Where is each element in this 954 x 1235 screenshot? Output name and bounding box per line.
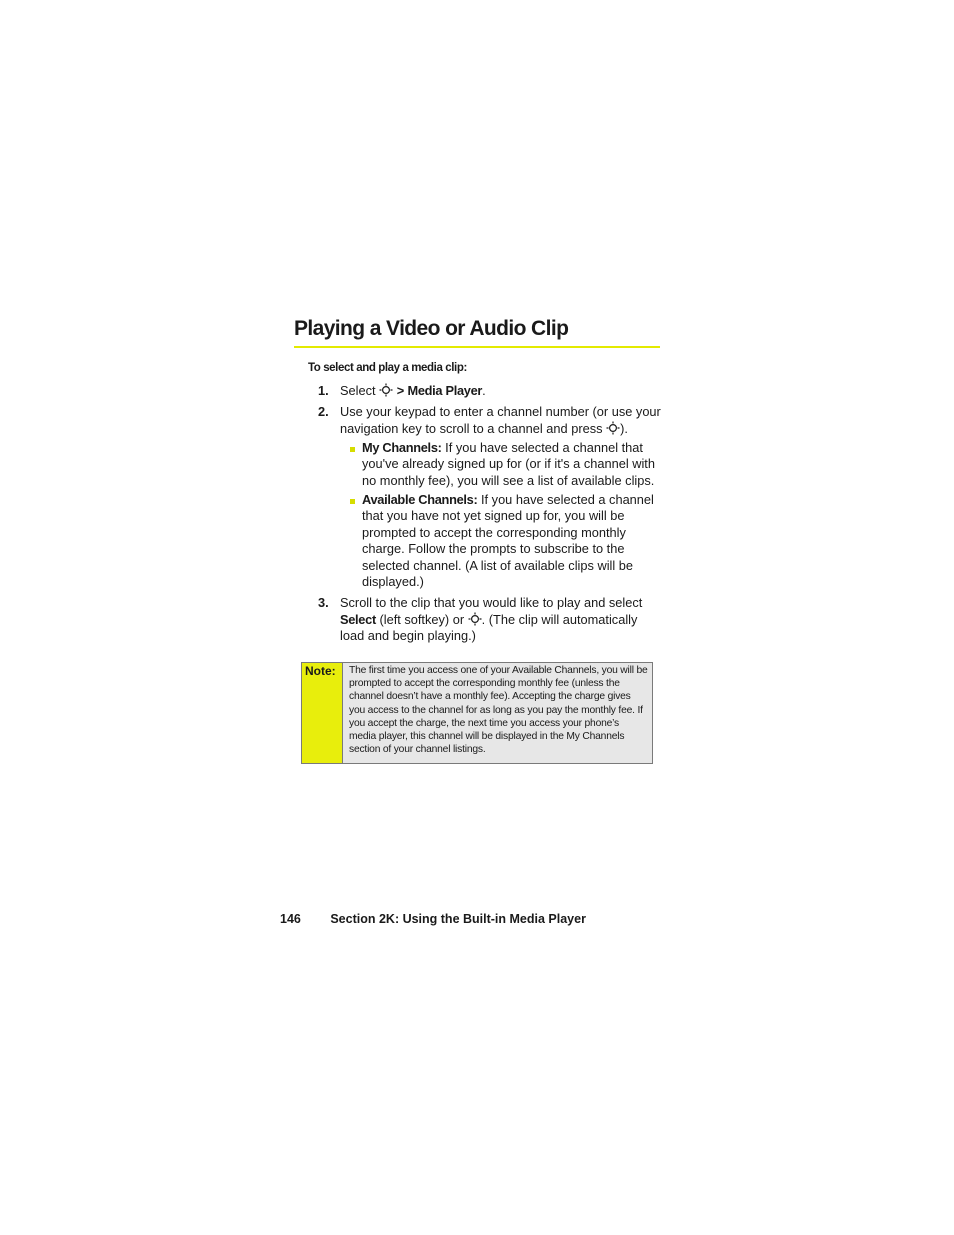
menu-separator: > <box>396 383 404 398</box>
nav-key-icon <box>468 612 482 626</box>
bullet-label: Available Channels: <box>362 492 478 507</box>
menu-item-media-player: Media Player <box>407 383 483 398</box>
step-number: 3. <box>318 595 329 610</box>
step-text: Select <box>340 383 376 398</box>
bullet-text: If you have selected a channel that you have not yet signed up for, you will be prompted to accept the corresponding monthly charge. Follow the prompts to subscribe to the selected channel. (A list of available clips will be displayed.) <box>362 492 654 590</box>
step-number: 2. <box>318 404 329 419</box>
bullet-my-channels <box>348 440 660 489</box>
nav-key-icon <box>379 383 393 397</box>
nav-key-icon <box>606 421 620 435</box>
step-1 <box>318 383 663 400</box>
step-3 <box>318 595 663 645</box>
note-box <box>301 662 653 764</box>
step-text-end: ). <box>620 420 628 436</box>
step-period: . <box>482 383 486 398</box>
note-text: The first time you access one of your Available Channels, you will be prompted to accept the corresponding monthly fee (unless the channel doesn’t have a monthly fee). Accepting the charge gives you access to the channel for as long as you pay the monthly fee. If you accept the charge, the next time you access your phone’s media player, this channel will be displayed in the My Channels section of your channel listings. <box>349 665 648 756</box>
bullet-square-icon <box>350 499 355 504</box>
title-underline <box>294 346 660 348</box>
bullet-text: If you have selected a channel that you've already signed up for (or if it's a channel with no monthly fee), you will see a list of available clips. <box>362 440 655 488</box>
bullet-label: My Channels: <box>362 440 442 455</box>
page-footer <box>280 912 586 926</box>
procedure-heading: To select and play a media clip: <box>308 362 467 374</box>
page-number: 146 <box>280 912 301 926</box>
step-text-end: . (The clip will automatically load and begin playing.) <box>340 611 638 644</box>
step-number: 1. <box>318 383 329 398</box>
section-title: Section 2K: Using the Built-in Media Player <box>330 912 586 926</box>
step-2 <box>318 404 663 437</box>
step-text-mid: (left softkey) or <box>379 611 465 627</box>
step-text: Scroll to the clip that you would like to play and select <box>340 595 643 610</box>
bullet-square-icon <box>350 447 355 452</box>
softkey-select: Select <box>340 611 376 627</box>
note-label: Note: <box>302 663 343 763</box>
step-text: Use your keypad to enter a channel number (or use your navigation key to scroll to a channel and press <box>340 404 661 436</box>
bullet-available-channels <box>348 492 660 590</box>
page-title: Playing a Video or Audio Clip <box>294 317 569 340</box>
